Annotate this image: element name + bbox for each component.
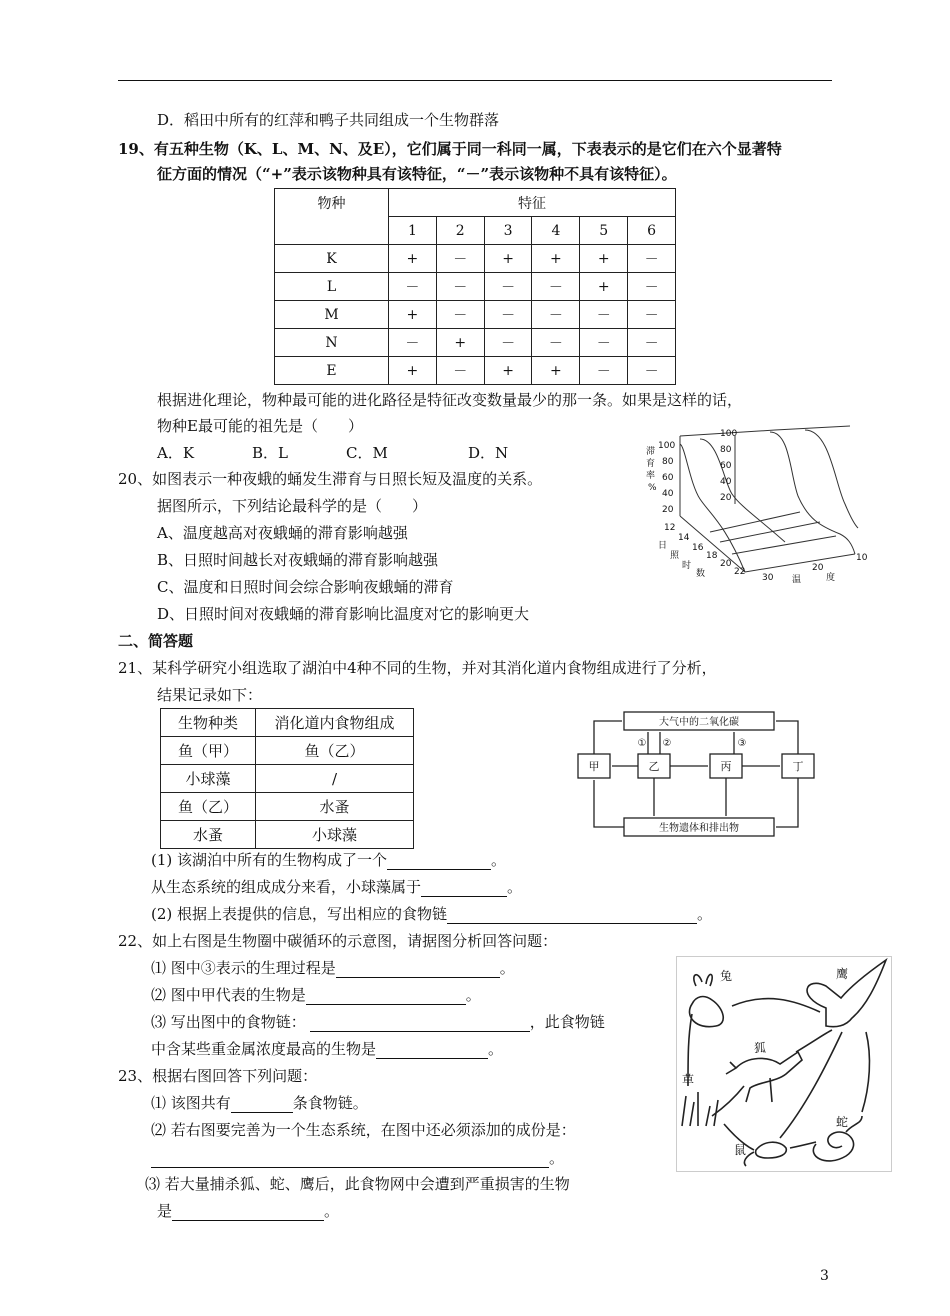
- q20-line1: 20、如图表示一种夜蛾的蛹发生滞育与日照长短及温度的关系。: [118, 470, 543, 488]
- q22-part3c-text: 中含某些重金属浓度最高的生物是: [151, 1040, 377, 1058]
- q22-part3b-text: ，此食物链: [529, 1013, 605, 1031]
- y-tick-label: 40: [662, 489, 674, 499]
- end-mark: 。: [499, 959, 515, 977]
- q21-part2: [151, 904, 712, 924]
- end-mark: 。: [488, 1040, 504, 1058]
- q21-food-table: [160, 708, 414, 849]
- q22-part3c: [151, 1039, 503, 1059]
- atmosphere-label: 大气中的二氧化碳: [659, 717, 739, 728]
- q22-part2-text: ⑵ 图中甲代表的生物是: [151, 986, 306, 1004]
- feature-number: 1: [389, 217, 437, 245]
- q19-line1: 19、有五种生物（K、L、M、N、及E），它们属于同一科同一属，下表表示的是它们在六个显著特: [118, 140, 782, 158]
- table-row: [161, 765, 414, 793]
- node-label: 丙: [720, 760, 732, 773]
- feature-cell: +: [389, 301, 437, 329]
- temp-label-char: 度: [826, 573, 836, 583]
- q23-part1b-text: 条食物链。: [292, 1094, 368, 1112]
- page-number: 3: [820, 1268, 829, 1284]
- feature-cell: －: [484, 329, 532, 357]
- q20-option-d: D、日照时间对夜蛾蛹的滞育影响比温度对它的影响更大: [157, 605, 530, 623]
- answer-blank[interactable]: [310, 1015, 530, 1032]
- q22-part3a-text: ⑶ 写出图中的食物链：: [151, 1013, 306, 1031]
- q21-part1b-text: 从生态系统的组成成分来看，小球藻属于: [151, 878, 422, 896]
- marker-label: ①: [637, 738, 647, 749]
- feature-cell: +: [580, 245, 628, 273]
- arrow-snake-to-eagle: [862, 1032, 869, 1112]
- feature-cell: －: [628, 357, 676, 385]
- feature-cell: －: [580, 301, 628, 329]
- food-cell: 小球藻: [256, 821, 414, 849]
- q20-option-b: B、日照时间越长对夜蛾蛹的滞育影响越强: [157, 551, 439, 569]
- ylabel-char: 率: [646, 471, 656, 481]
- species-cell: E: [275, 357, 389, 385]
- arrow-grass-to-fox: [712, 1086, 744, 1116]
- q23-part3: ⑶ 若大量捕杀狐、蛇、鹰后，此食物网中会遭到严重损害的生物: [145, 1175, 570, 1193]
- base-edges: [680, 516, 855, 572]
- species-cell: K: [275, 245, 389, 273]
- top-back-edge: [680, 426, 850, 436]
- end-mark: 。: [549, 1149, 565, 1167]
- species-cell: L: [275, 273, 389, 301]
- exchange-arrows: [648, 732, 734, 754]
- q21-part2-text: (2) 根据上表提供的信息，写出相应的食物链: [151, 905, 448, 923]
- feature-number: 3: [484, 217, 532, 245]
- species-cell: M: [275, 301, 389, 329]
- table-row: [161, 793, 414, 821]
- feature-number: 5: [580, 217, 628, 245]
- feature-cell: －: [532, 329, 580, 357]
- feature-cell: +: [389, 357, 437, 385]
- q22-line1: 22、如上右图是生物圈中碳循环的示意图，请据图分析回答问题：: [118, 932, 558, 950]
- feature-cell: +: [532, 357, 580, 385]
- feature-cell: －: [628, 329, 676, 357]
- end-mark: 。: [697, 905, 713, 923]
- x-tick-label: 22: [734, 567, 746, 577]
- header-cell: 消化道内食物组成: [256, 709, 414, 737]
- x-tick-label: 14: [678, 533, 690, 543]
- carbon-cycle-diagram: [576, 708, 816, 840]
- header-rule: [118, 80, 832, 81]
- table-row: [275, 329, 676, 357]
- food-web-label: 蛇: [836, 1115, 849, 1129]
- feature-cell: －: [436, 301, 484, 329]
- y-tick-label: 80: [662, 457, 674, 467]
- q20-option-c: C、温度和日照时间会综合影响夜蛾蛹的滞育: [157, 578, 454, 596]
- xlabel-char: 照: [670, 551, 680, 561]
- table-row: [161, 737, 414, 765]
- feature-cell: －: [580, 329, 628, 357]
- q19-text2: 物种E最可能的祖先是（ ）: [157, 417, 363, 435]
- feature-cell: －: [484, 301, 532, 329]
- x-tick-label: 12: [664, 523, 676, 533]
- arrow-mouse-to-eagle: [780, 1032, 842, 1138]
- feature-cell: －: [436, 245, 484, 273]
- feature-cell: －: [628, 273, 676, 301]
- remains-arrows: [654, 778, 798, 827]
- feature-cell: －: [532, 273, 580, 301]
- feature-cell: +: [532, 245, 580, 273]
- header-cell: 生物种类: [161, 709, 256, 737]
- food-cell: 水蚤: [256, 793, 414, 821]
- x-tick-label: 20: [720, 559, 732, 569]
- mouse-icon: [744, 1142, 786, 1166]
- q23-part3b: [157, 1201, 339, 1221]
- q23-line1: 23、根据右图回答下列问题：: [118, 1067, 318, 1085]
- end-mark: 。: [465, 986, 481, 1004]
- feature-cell: +: [484, 245, 532, 273]
- grass-icon: [682, 1092, 718, 1126]
- ylabel-char: 滞: [646, 447, 656, 457]
- answer-blank[interactable]: [172, 1204, 324, 1221]
- q19-option-d: D．N: [468, 444, 509, 462]
- y-tick-label: 100: [658, 441, 676, 451]
- x-tick-label: 18: [706, 551, 718, 561]
- y-tick-label: 60: [662, 473, 674, 483]
- surface-curve-mid: [700, 439, 785, 542]
- y-tick-label: 20: [720, 493, 732, 503]
- rabbit-icon: [689, 974, 723, 1026]
- table-row: [161, 821, 414, 849]
- table-row: [275, 301, 676, 329]
- feature-number: 4: [532, 217, 580, 245]
- food-web-figure: [676, 956, 892, 1172]
- q22-part1: [151, 958, 515, 978]
- q23-part1: [151, 1093, 368, 1113]
- q23-part3b-text: 是: [157, 1202, 173, 1220]
- answer-blank[interactable]: [336, 961, 500, 978]
- organism-cell: 鱼（乙）: [161, 793, 256, 821]
- q23-part1a-text: ⑴ 该图共有: [151, 1094, 231, 1112]
- feature-cell: －: [628, 301, 676, 329]
- q19-option-c: C．M: [346, 444, 388, 462]
- node-label: 乙: [648, 760, 660, 773]
- answer-blank[interactable]: [421, 880, 507, 897]
- table-row: [275, 245, 676, 273]
- organism-cell: 水蚤: [161, 821, 256, 849]
- organism-cell: 鱼（甲）: [161, 737, 256, 765]
- food-web-label: 鼠: [734, 1143, 747, 1157]
- q21-part1a: [151, 850, 506, 870]
- q18-option-d: D．稻田中所有的红萍和鸭子共同组成一个生物群落: [157, 111, 500, 129]
- answer-blank[interactable]: [447, 907, 697, 924]
- surface-grid-lines: [710, 512, 836, 554]
- arrow-mouse-to-snake: [790, 1142, 816, 1148]
- answer-blank[interactable]: [387, 853, 491, 870]
- marker-label: ②: [662, 738, 672, 749]
- q22-part2: [151, 985, 481, 1005]
- food-web-label: 鹰: [836, 967, 849, 981]
- q19-text1: 根据进化理论，物种最可能的进化路径是特征改变数量最少的那一条。如果是这样的话，: [157, 391, 743, 409]
- arrow-fox-to-eagle: [796, 1030, 832, 1052]
- feature-cell: +: [580, 273, 628, 301]
- feature-cell: －: [389, 273, 437, 301]
- arrow-rabbit-to-eagle: [732, 999, 820, 1012]
- end-mark: 。: [507, 878, 523, 896]
- food-web-label: 草: [682, 1073, 695, 1087]
- q23-part2-answer: [151, 1148, 564, 1168]
- q19-option-a: A．K: [157, 444, 195, 462]
- q23-part2: ⑵ 若右图要完善为一个生态系统，在图中还必须添加的成份是：: [151, 1121, 576, 1139]
- outer-arrows: [594, 721, 798, 827]
- col-species-header: 物种: [275, 189, 389, 245]
- ylabel-char: %: [648, 483, 657, 493]
- end-mark: 。: [324, 1202, 340, 1220]
- surface-curve-rear: [805, 430, 858, 528]
- feature-number: 2: [436, 217, 484, 245]
- q19-option-b: B．L: [252, 444, 288, 462]
- section-title: 二、简答题: [118, 632, 194, 650]
- answer-blank[interactable]: [151, 1151, 549, 1168]
- organism-cell: 小球藻: [161, 765, 256, 793]
- feature-cell: －: [628, 245, 676, 273]
- q21-part1b: [151, 877, 522, 897]
- feature-cell: －: [484, 273, 532, 301]
- temp-tick-label: 10: [856, 553, 868, 563]
- q19-line2: 征方面的情况（“+”表示该物种具有该特征，“－”表示该物种不具有该特征）。: [157, 165, 677, 183]
- temp-tick-label: 30: [762, 573, 774, 583]
- end-mark: 。: [491, 851, 507, 869]
- species-cell: N: [275, 329, 389, 357]
- q22-part3: [151, 1012, 605, 1032]
- col-features-header: 特征: [389, 189, 676, 217]
- surface-curve-back: [770, 432, 855, 554]
- marker-label: ③: [737, 738, 747, 749]
- remains-label: 生物遗体和排出物: [659, 823, 739, 834]
- q20-line2: 据图所示，下列结论最科学的是（ ）: [157, 497, 428, 515]
- food-web-label: 兔: [720, 969, 733, 983]
- feature-cell: －: [436, 357, 484, 385]
- feature-number: 6: [628, 217, 676, 245]
- q21-part1a-text: (1) 该湖泊中所有的生物构成了一个: [151, 851, 388, 869]
- node-label: 丁: [792, 760, 804, 773]
- x-tick-label: 16: [692, 543, 704, 553]
- feature-cell: +: [484, 357, 532, 385]
- table-row: [275, 357, 676, 385]
- diapause-3d-chart: [640, 424, 870, 586]
- y-tick-label: 60: [720, 461, 732, 471]
- answer-blank[interactable]: [376, 1042, 488, 1059]
- feature-cell: －: [532, 301, 580, 329]
- temp-tick-label: 20: [812, 563, 824, 573]
- table-row: [275, 273, 676, 301]
- feature-cell: +: [436, 329, 484, 357]
- q21-line2: 结果记录如下：: [157, 686, 263, 704]
- figure-frame: [677, 957, 892, 1172]
- feature-cell: －: [436, 273, 484, 301]
- node-label: 甲: [588, 760, 600, 773]
- y-tick-label: 40: [720, 477, 732, 487]
- xlabel-char: 数: [696, 569, 706, 579]
- q19-feature-table: [274, 188, 676, 385]
- y-tick-label: 100: [720, 429, 738, 439]
- y-tick-label: 20: [662, 505, 674, 515]
- feature-cell: +: [389, 245, 437, 273]
- xlabel-char: 时: [682, 561, 692, 571]
- feature-cell: －: [580, 357, 628, 385]
- ylabel-char: 育: [646, 459, 656, 469]
- answer-blank[interactable]: [231, 1096, 293, 1113]
- temp-label-char: 温: [792, 575, 802, 585]
- feature-cell: －: [389, 329, 437, 357]
- y-tick-label: 80: [720, 445, 732, 455]
- food-cell: 鱼（乙）: [256, 737, 414, 765]
- q22-part1-text: ⑴ 图中③表示的生理过程是: [151, 959, 336, 977]
- q21-line1: 21、某科学研究小组选取了湖泊中4种不同的生物，并对其消化道内食物组成进行了分析，: [118, 659, 717, 677]
- food-web-label: 狐: [754, 1041, 767, 1055]
- q20-option-a: A、温度越高对夜蛾蛹的滞育影响越强: [157, 524, 408, 542]
- answer-blank[interactable]: [306, 988, 466, 1005]
- food-cell: /: [256, 765, 414, 793]
- xlabel-char: 日: [658, 541, 668, 551]
